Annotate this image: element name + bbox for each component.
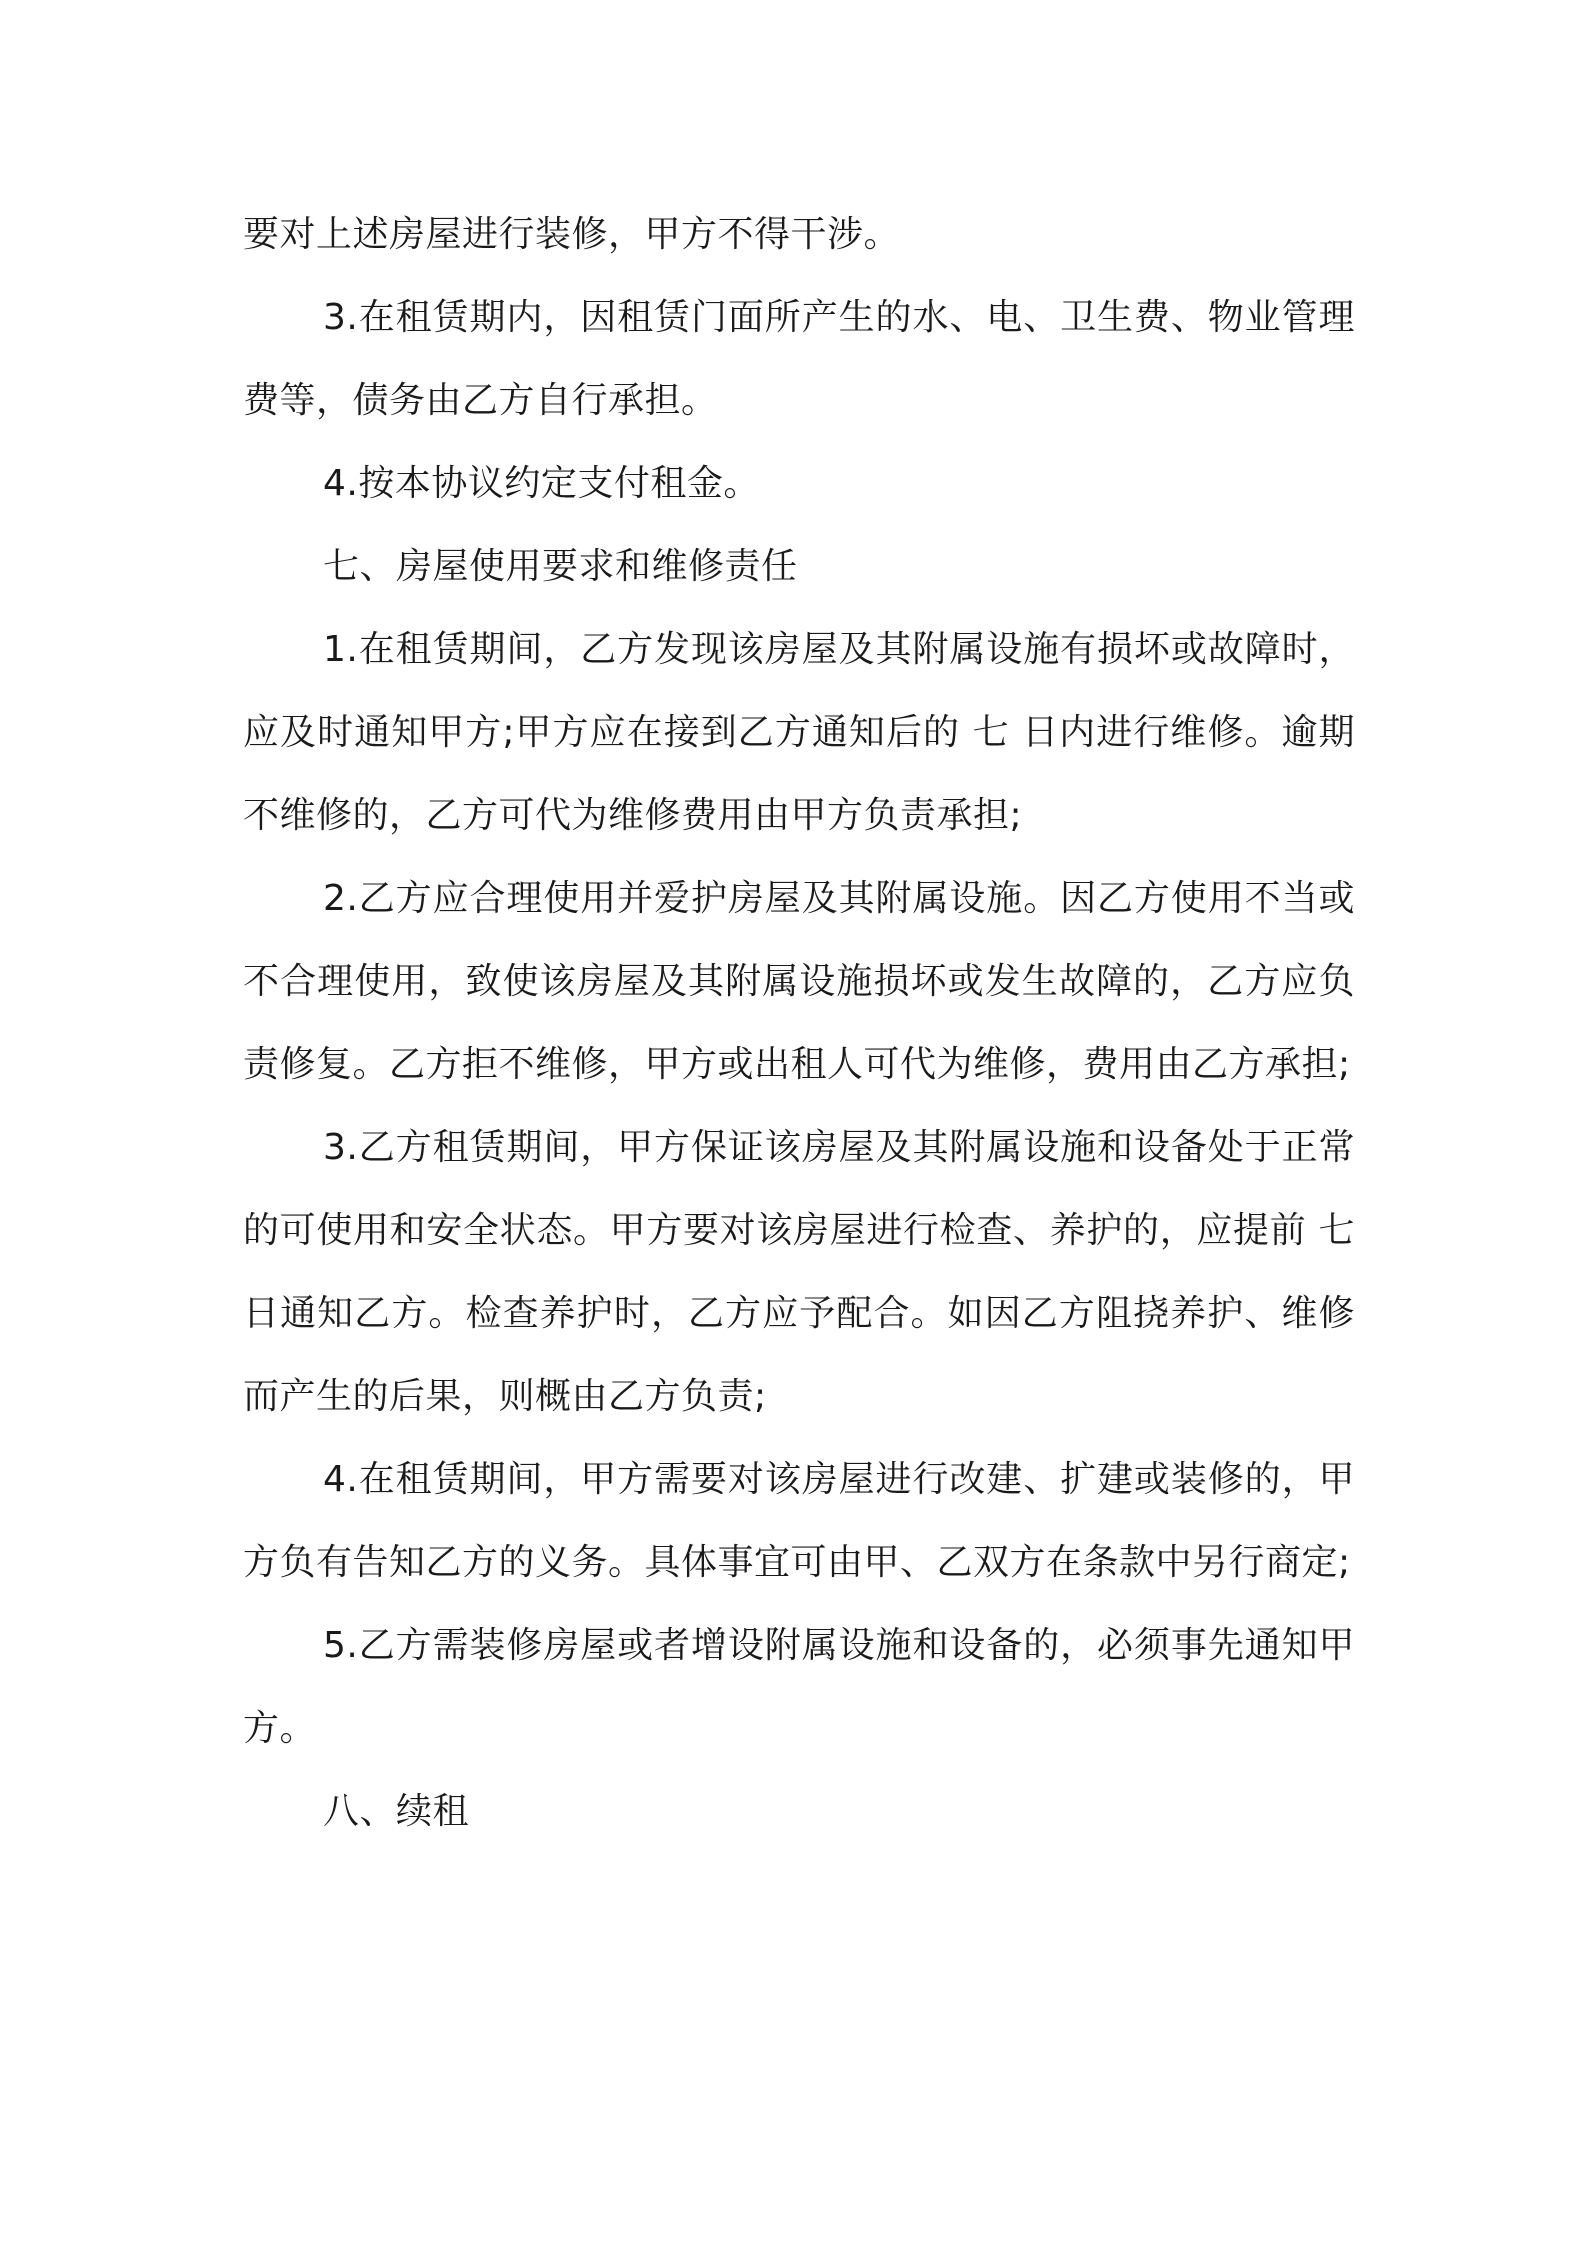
paragraph-decoration-clause-end: 要对上述房屋进行装修，甲方不得干涉。 <box>243 214 901 255</box>
paragraph-repair-notice-clause: 1.在租赁期间，乙方发现该房屋及其附属设施有损坏或故障时，应及时通知甲方;甲方应在接到乙方通知后的 七 日内进行维修。逾期不维修的，乙方可代为维修费用由甲方负责承担; <box>243 629 1355 836</box>
document-body <box>243 193 1355 1853</box>
paragraph-utilities-clause: 3.在租赁期内，因租赁门面所产生的水、电、卫生费、物业管理费等，债务由乙方自行承担。 <box>243 297 1355 421</box>
paragraph-rent-payment-clause: 4.按本协议约定支付租金。 <box>323 463 760 504</box>
paragraph-inspection-clause: 3.乙方租赁期间，甲方保证该房屋及其附属设施和设备处于正常的可使用和安全状态。甲方要对该房屋进行检查、养护的，应提前 七 日通知乙方。检查养护时，乙方应予配合。如因乙方阻挠养护、维修而产生的后果，则概由乙方负责; <box>243 1127 1355 1417</box>
section-heading-7: 七、房屋使用要求和维修责任 <box>323 546 798 587</box>
paragraph-proper-use-clause: 2.乙方应合理使用并爱护房屋及其附属设施。因乙方使用不当或不合理使用，致使该房屋及其附属设施损坏或发生故障的，乙方应负责修复。乙方拒不维修，甲方或出租人可代为维修，费用由乙方承担; <box>243 878 1355 1085</box>
section-heading-8: 八、续租 <box>323 1791 470 1832</box>
paragraph-tenant-decoration-clause: 5.乙方需装修房屋或者增设附属设施和设备的，必须事先通知甲方。 <box>243 1625 1355 1749</box>
paragraph-renovation-clause: 4.在租赁期间，甲方需要对该房屋进行改建、扩建或装修的，甲方负有告知乙方的义务。具体事宜可由甲、乙双方在条款中另行商定; <box>243 1459 1355 1583</box>
